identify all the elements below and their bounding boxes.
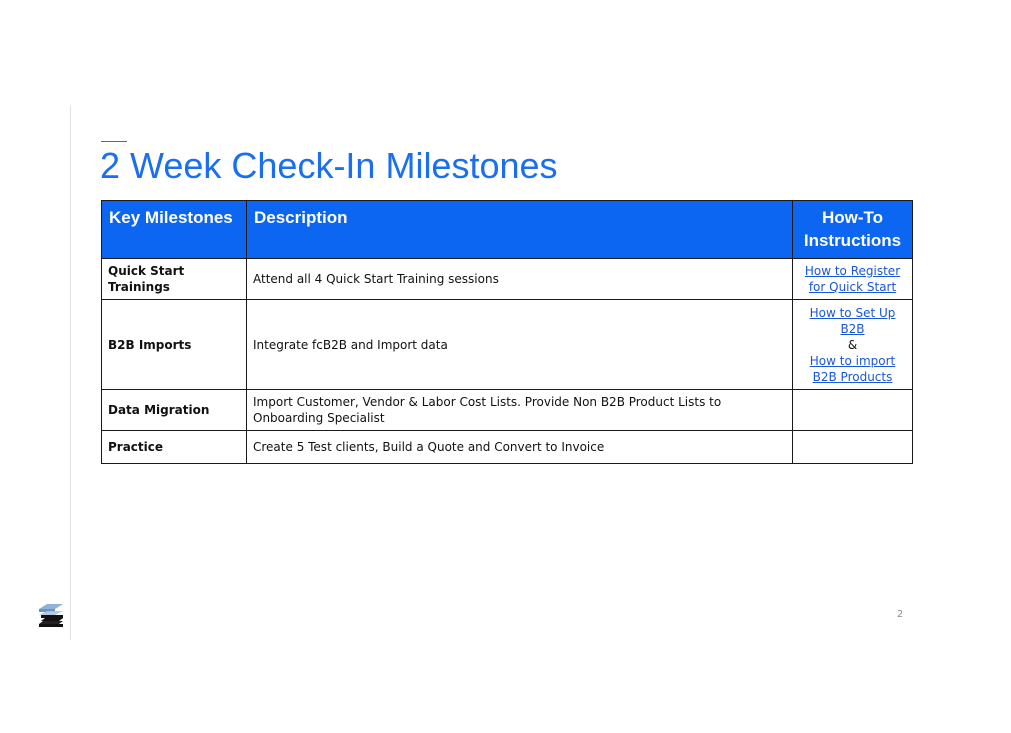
milestone-description: Import Customer, Vendor & Labor Cost Lists. Provide Non B2B Product Lists to Onboarding Specialist <box>247 390 793 431</box>
milestone-description: Attend all 4 Quick Start Training sessions <box>247 259 793 300</box>
milestones-table <box>101 200 913 464</box>
link-line: B2B <box>840 321 865 336</box>
milestone-description: Integrate fcB2B and Import data <box>247 300 793 390</box>
header-key-milestones: Key Milestones <box>102 201 247 259</box>
milestone-name: Quick Start Trainings <box>102 259 247 300</box>
link-line: for Quick Start <box>808 280 897 294</box>
how-to-set-up-b2b-link[interactable] <box>810 306 896 336</box>
link-line: How to Register <box>804 264 901 278</box>
how-to-cell <box>793 390 913 431</box>
milestone-name: B2B Imports <box>102 300 247 390</box>
how-to-cell <box>793 259 913 300</box>
link-separator: & <box>847 337 858 352</box>
milestone-description: Create 5 Test clients, Build a Quote and Convert to Invoice <box>247 431 793 464</box>
milestone-name: Practice <box>102 431 247 464</box>
link-line: How to import <box>809 353 896 368</box>
link-line: How to Set Up <box>809 305 896 320</box>
how-to-cell <box>793 300 913 390</box>
link-line: B2B Products <box>812 369 893 384</box>
milestone-name: Data Migration <box>102 390 247 431</box>
left-divider <box>70 106 71 640</box>
table-row <box>102 431 913 464</box>
header-description: Description <box>247 201 793 259</box>
page-title: 2 Week Check-In Milestones <box>100 145 558 186</box>
how-to-register-link[interactable] <box>805 264 900 294</box>
page-number: 2 <box>896 609 904 620</box>
title-accent-line <box>101 141 127 142</box>
how-to-import-b2b-products-link[interactable] <box>810 354 895 384</box>
header-how-to-instructions: How-To Instructions <box>793 201 913 259</box>
table-header-row <box>102 201 913 259</box>
table-row <box>102 259 913 300</box>
table-row <box>102 390 913 431</box>
stacked-layers-logo-icon <box>38 603 64 631</box>
how-to-cell <box>793 431 913 464</box>
table-row <box>102 300 913 390</box>
